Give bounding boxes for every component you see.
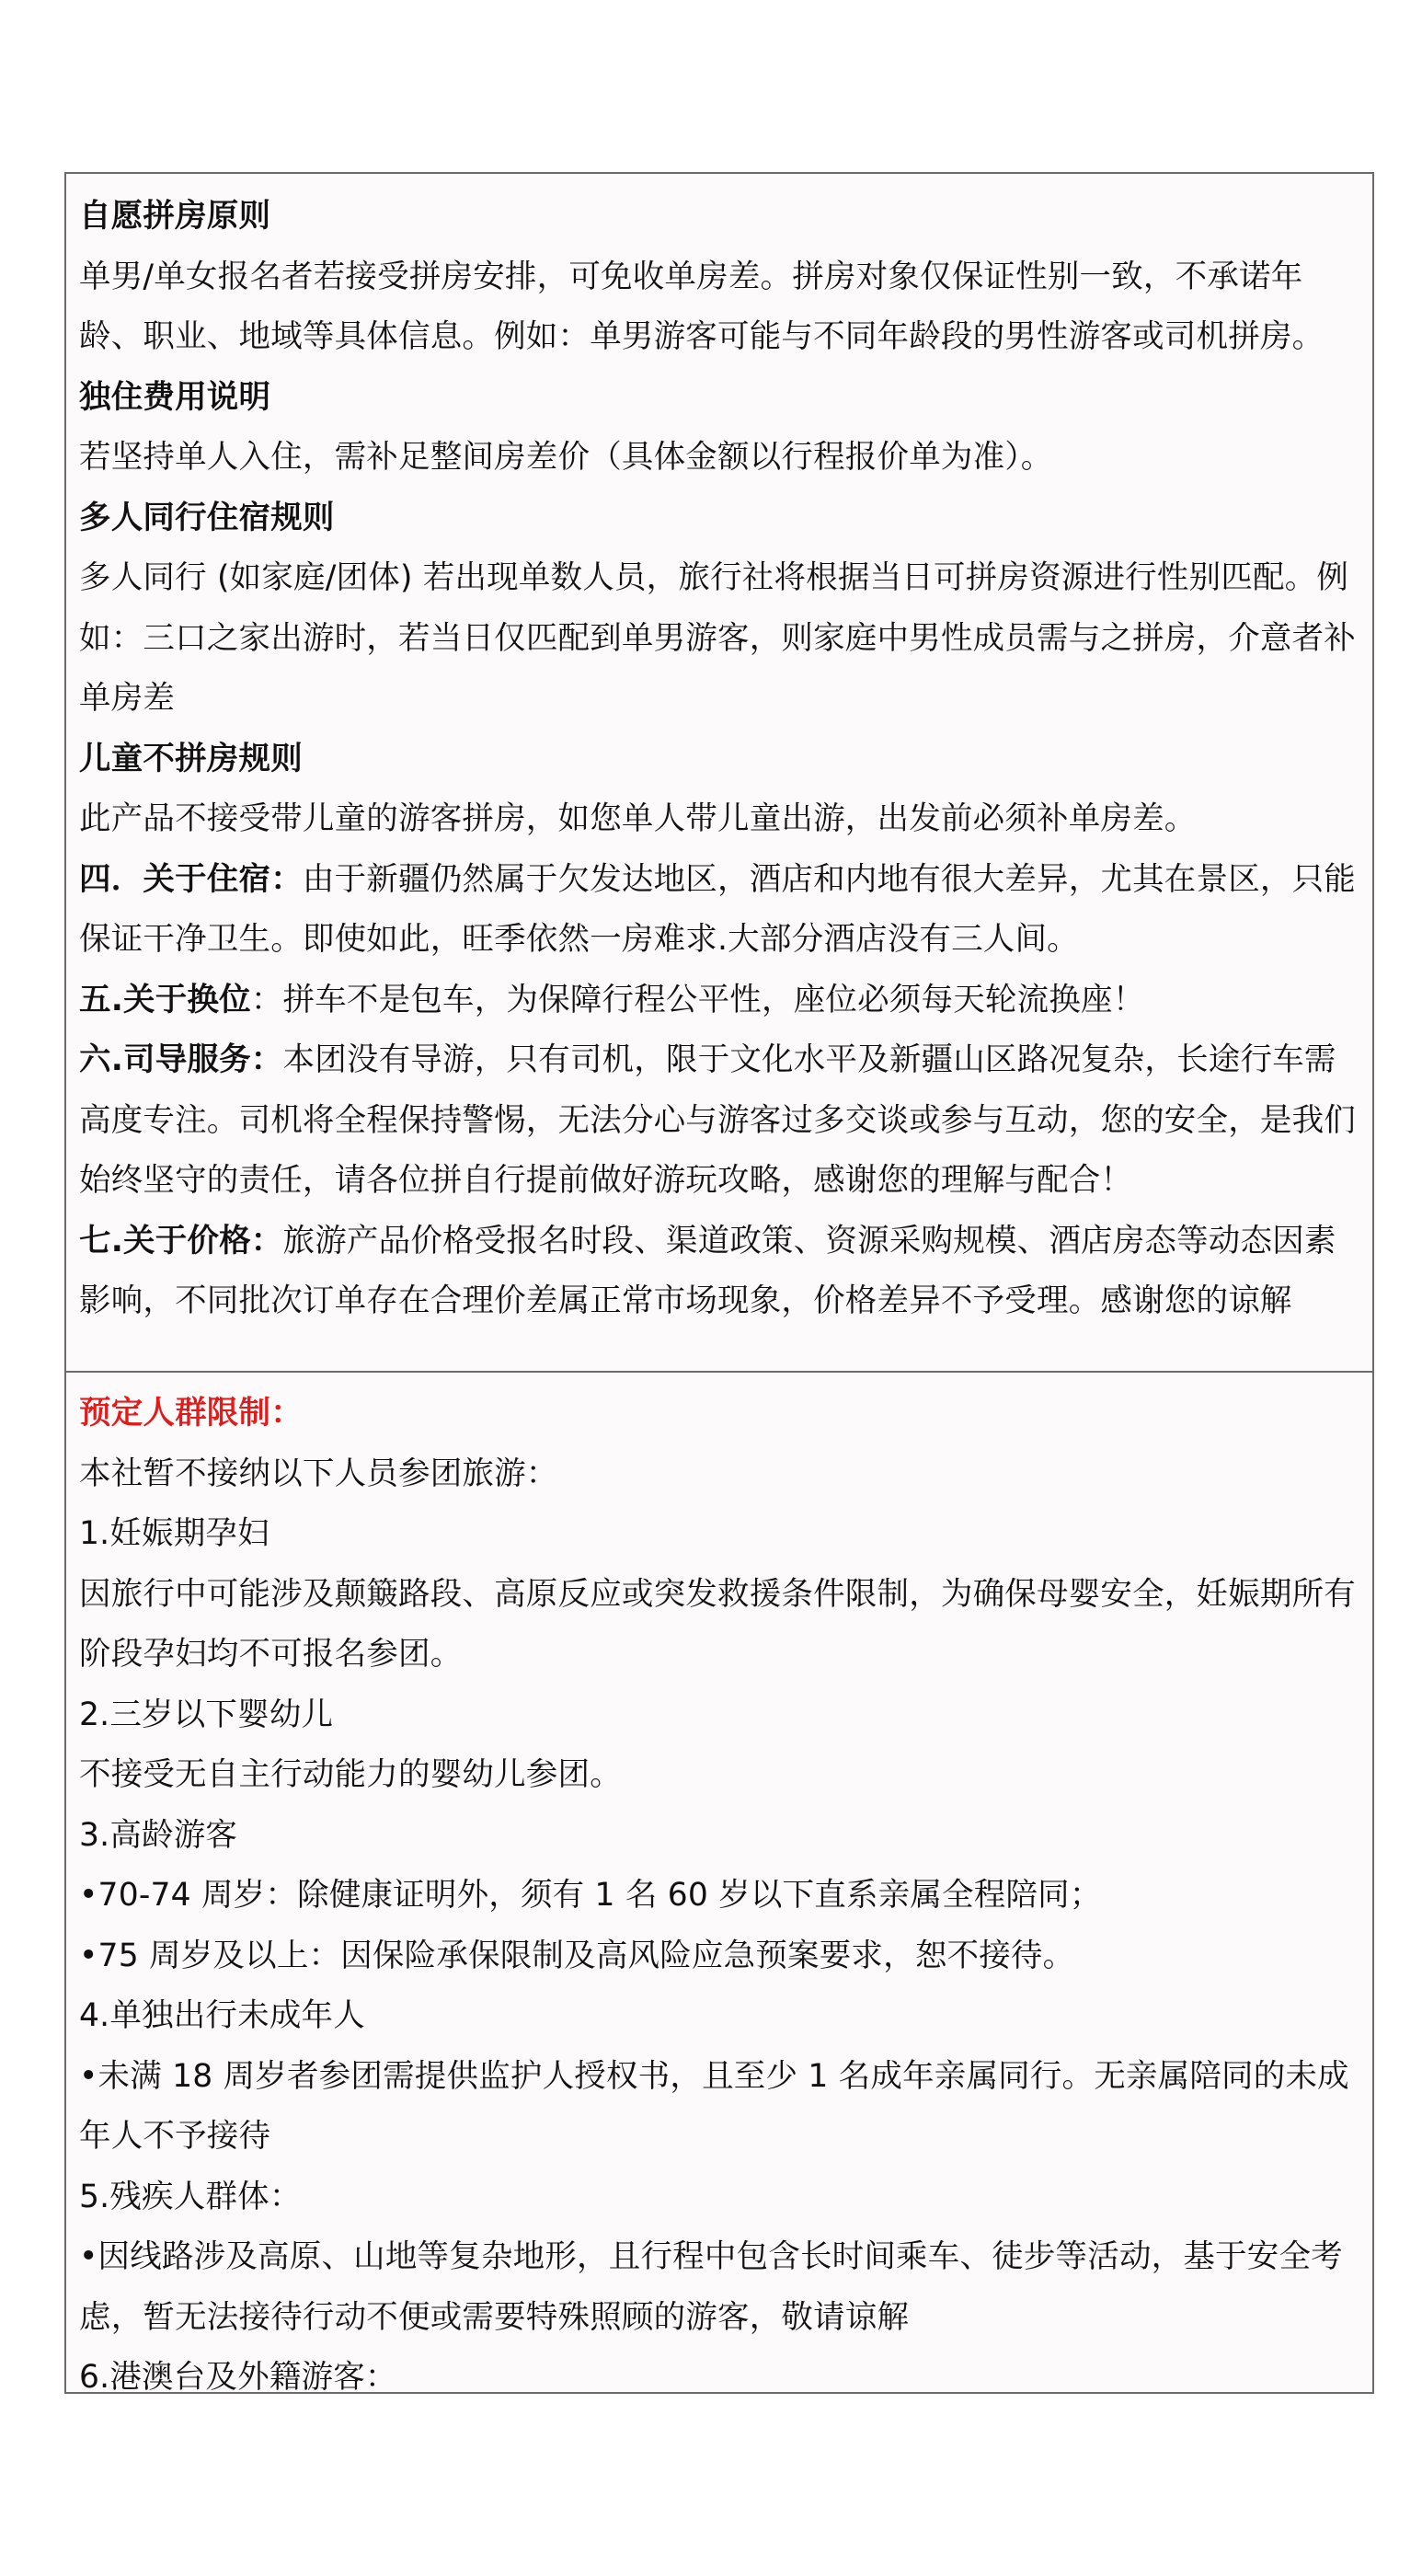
disabled-title: 5.残疾人群体： — [79, 2178, 302, 2215]
rooming-and-policies-cell — [66, 174, 1372, 1371]
booking-restrictions-cell — [66, 1371, 1372, 2396]
restrictions-heading: 预定人群限制： — [79, 1395, 303, 1432]
elderly-rule-2: •75 周岁及以上：因保险承保限制及高风险应急预案要求，恕不接待。 — [79, 1937, 1075, 1974]
restrictions-intro: 本社暂不接纳以下人员参团旅游： — [79, 1455, 558, 1492]
elderly-title: 3.高龄游客 — [79, 1816, 238, 1854]
elderly-rule-1: •70-74 周岁：除健康证明外，须有 1 名 60 岁以下直系亲属全程陪同； — [79, 1877, 1102, 1914]
accommodation-text: 由于新疆仍然属于欠发达地区，酒店和内地有很大差异，尤其在景区，只能保证干净卫生。即使如此，旺季依然一房难求.大部分酒店没有三人间。 — [79, 860, 1357, 958]
single-fee-heading: 独住费用说明 — [79, 378, 271, 416]
driver-guide-text: 本团没有导游，只有司机，限于文化水平及新疆山区路况复杂，长途行车需高度专注。司机将全程保持警惕，无法分心与游客过多交谈或参与互动，您的安全，是我们始终坚守的责任，请各位拼自行提前做好游玩攻略，感谢您的理解与配合！ — [79, 1041, 1356, 1199]
foreign-title: 6.港澳台及外籍游客： — [79, 2359, 397, 2396]
accommodation-policy — [79, 850, 1361, 971]
group-rooming-text: 多人同行 (如家庭/团体) 若出现单数人员，旅行社将根据当日可拼房资源进行性别匹配。例如：三口之家出游时，若当日仅匹配到单男游客，则家庭中男性成员需与之拼房，介意者补单房差 — [79, 559, 1356, 717]
seating-label: 五.关于换位 — [79, 981, 251, 1018]
price-label: 七.关于价格： — [79, 1222, 283, 1259]
voluntary-sharing-heading: 自愿拼房原则 — [79, 198, 271, 235]
price-policy — [79, 1212, 1361, 1332]
notice-table — [64, 172, 1374, 2394]
infant-title: 2.三岁以下婴幼儿 — [79, 1696, 334, 1733]
seating-text: ：拼车不是包车，为保障行程公平性，座位必须每天轮流换座！ — [250, 981, 1145, 1018]
price-text: 旅游产品价格受报名时段、渠道政策、资源采购规模、酒店房态等动态因素影响，不同批次订单存在合理价差属正常市场现象，价格差异不予受理。感谢您的谅解 — [79, 1222, 1336, 1319]
minor-text: •未满 18 周岁者参团需提供监护人授权书，且至少 1 名成年亲属同行。无亲属陪同的未成年人不予接待 — [79, 2057, 1349, 2155]
pregnant-title: 1.妊娠期孕妇 — [79, 1515, 269, 1552]
child-rooming-text: 此产品不接受带儿童的游客拼房，如您单人带儿童出游，出发前必须补单房差。 — [79, 800, 1197, 837]
voluntary-sharing-text: 单男/单女报名者若接受拼房安排，可免收单房差。拼房对象仅保证性别一致，不承诺年龄、职业、地域等具体信息。例如：单男游客可能与不同年龄段的男性游客或司机拼房。 — [79, 258, 1325, 355]
disabled-text: •因线路涉及高原、山地等复杂地形，且行程中包含长时间乘车、徒步等活动，基于安全考虑，暂无法接待行动不便或需要特殊照顾的游客，敬请谅解 — [79, 2238, 1343, 2336]
seating-policy — [79, 971, 1361, 1031]
pregnant-text: 因旅行中可能涉及颠簸路段、高原反应或突发救援条件限制，为确保母婴安全，妊娠期所有阶段孕妇均不可报名参团。 — [79, 1575, 1356, 1673]
infant-text: 不接受无自主行动能力的婴幼儿参团。 — [79, 1756, 622, 1793]
single-fee-text: 若坚持单人入住，需补足整间房差价（具体金额以行程报价单为准）。 — [79, 439, 1053, 476]
minor-title: 4.单独出行未成年人 — [79, 1997, 365, 2034]
driver-guide-label: 六.司导服务： — [79, 1041, 283, 1078]
group-rooming-heading: 多人同行住宿规则 — [79, 499, 335, 536]
driver-guide-policy — [79, 1030, 1361, 1212]
child-rooming-heading: 儿童不拼房规则 — [79, 740, 303, 777]
accommodation-label: 四．关于住宿： — [79, 860, 303, 898]
